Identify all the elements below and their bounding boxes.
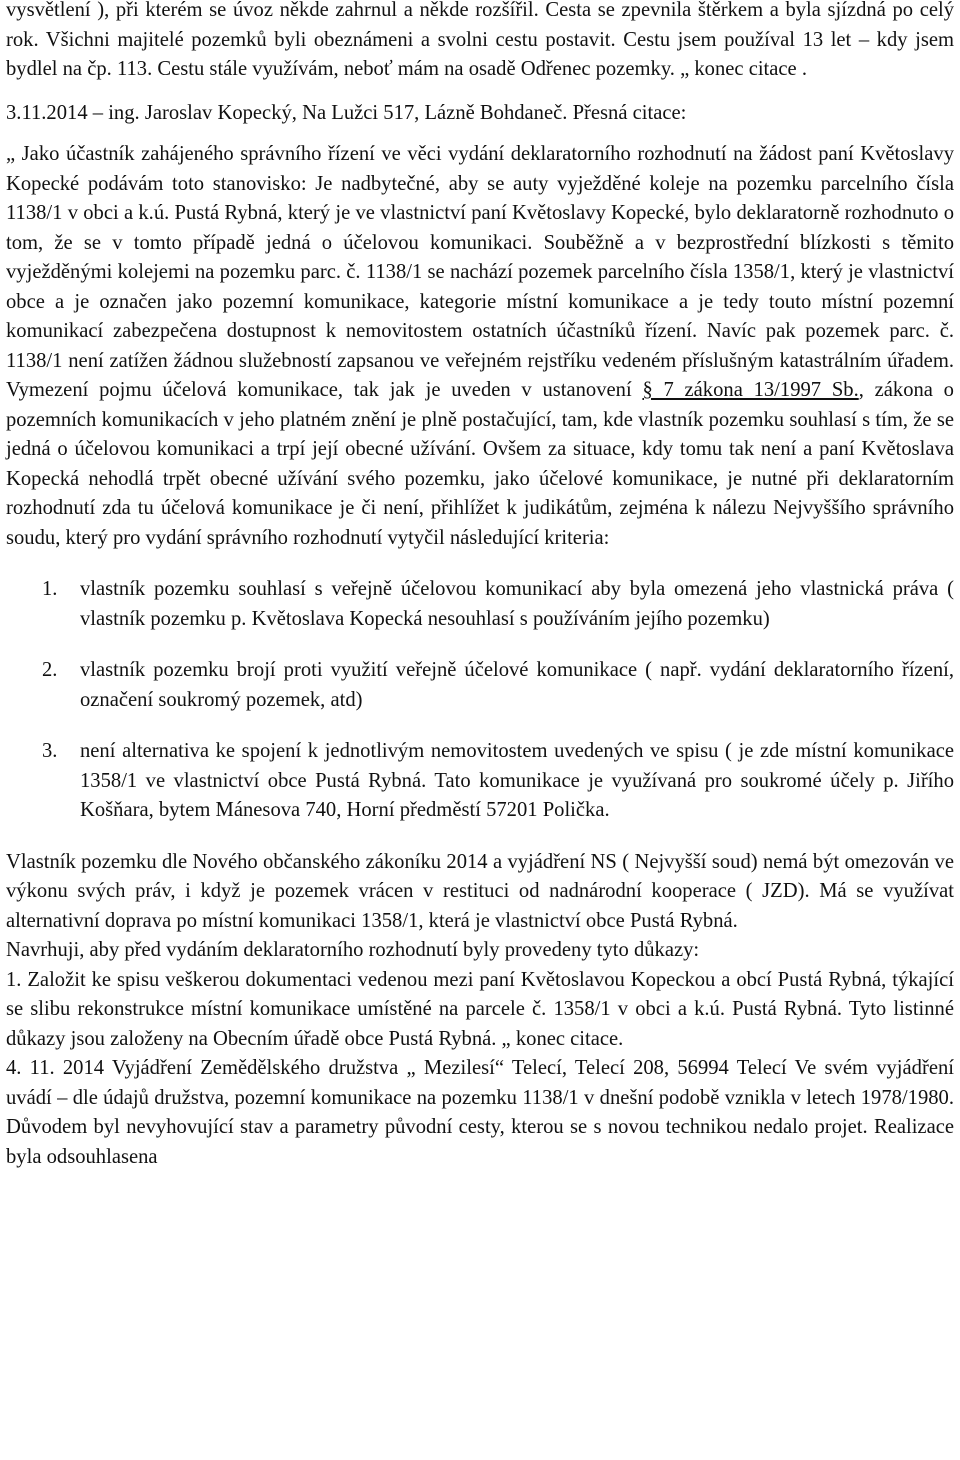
quote-text-before: „ Jako účastník zahájeného správního řízení ve věci vydání deklaratorního rozhodnutí na žádost paní Květoslavy Kopecké podávám toto stanovisko: Je nadbytečné, aby se auty vyježděné koleje na pozemku parcelního čísla 1138/1 v obci a k.ú. Pustá Rybná, který je ve vlastnictví paní Květoslavy Kopecké, bylo deklaratorně rozhodnuto o tom, že se v tomto případě jedná o účelovou komunikaci. Souběžně a v bezprostřední blízkosti s těmito vyježděnými kolejemi na pozemku parc. č. 1138/1 se nachází pozemek parcelního čísla 1358/1, který je vlastnictví obce a je označen jako pozemní komunikace, kategorie místní komunikace a je tedy touto místní pozemní komunikací zabezpečena dostupnost k nemovitostem ostatních účastníků řízení. Navíc pak pozemek parc. č. 1138/1 není zatížen žádnou služebností zapsanou ve veřejném rejstříku vedeném příslušným katastrálním úřadem. Vymezení pojmu účelová komunikace, tak jak je uveden v ustanovení [6,143,954,401]
owner-rights-text: Vlastník pozemku dle Nového občanského zákoníku 2014 a vyjádření NS ( Nejvyšší soud) nemá být omezován ve výkonu svých práv, i když je pozemek vrácen v restituci od nadnárodní kooperace ( JZD). Má se využívat alternativní doprava po místní komunikaci 1358/1, která je vlastnictví obce Pustá Rybná. [6,850,954,932]
list-item [6,656,954,715]
date-author-text: 3.11.2014 – ing. Jaroslav Kopecký, Na Lužci 517, Lázně Bohdaneč. [6,101,568,124]
paragraph-date-author [6,99,954,129]
evidence-text: 1. Založit ke spisu veškerou dokumentaci vedenou mezi paní Květoslavou Kopeckou a obcí Pustá Rybná, týkající se slibu rekonstrukce místní komunikace umístěné na parcele č. 1358/1 v obci a k.ú. Pustá Rybná. Tyto listinné důkazy jsou založeny na Obecním úřadě obce Pustá Rybná. „ konec citace. [6,968,954,1050]
list-item-number: 3. [42,740,58,762]
list-item [6,575,954,634]
paragraph-owner-rights [6,848,954,937]
paragraph-intro-text: vysvětlení ), při kterém se úvoz někde zahrnul a někde rozšířil. Cesta se zpevnila štěrkem a byla sjízdná po celý rok. Všichni majitelé pozemků byli obeznámeni a svolni cestu postavit. Cestu jsem používal 13 let – kdy jsem bydlel na čp. 113. Cestu stále využívám, neboť mám na osadě Odřenec pozemky. „ konec citace . [6,0,954,80]
paragraph-intro [6,0,954,85]
lead-text: Přesná citace: [572,101,687,124]
list-item-text: vlastník pozemku brojí proti využití veřejně účelové komunikace ( např. vydání deklaratorního řízení, označení soukromý pozemek, atd) [80,659,954,711]
list-item-number: 2. [42,659,58,681]
cooperative-statement-text: 4. 11. 2014 Vyjádření Zemědělského družstva „ Mezilesí“ Telecí, Telecí 208, 56994 Telecí Ve svém vyjádření uvádí – dle údajů družstva, pozemní komunikace na pozemku 1138/1 v dnešní podobě vznikla v letech 1978/1980. Důvodem byl nevyhovující stav a parametry původní cesty, kterou se s novou technikou nedalo projet. Realizace byla odsouhlasena [6,1057,954,1168]
paragraph-evidence [6,966,954,1055]
list-item-number: 1. [42,578,58,600]
proposal-text: Navrhuji, aby před vydáním deklaratorního rozhodnutí byly provedeny tyto důkazy: [6,939,700,961]
criteria-list [6,575,954,826]
quote-text-after: , zákona o pozemních komunikacích v jeho platném znění je plně postačující, tam, kde vlastník pozemku souhlasí s tím, že se jedná o účelovou komunikaci a trpí její obecné užívání. Ovšem za situace, kdy tomu tak není a paní Květoslava Kopecká nehodlá trpět obecné užívání svého pozemku, jako účelové komunikace, je nutné při deklaratorním rozhodnutí zda tu účelová komunikace je či není, přihlížet k judikátům, zejména k nálezu Nejvyššího správního soudu, který pro vydání správního rozhodnutí vytyčil následující kriteria: [6,379,954,549]
law-reference-link[interactable]: § 7 zákona 13/1997 Sb. [642,379,859,401]
paragraph-quote [6,140,954,553]
paragraph-proposal [6,936,954,966]
list-item-text: není alternativa ke spojení k jednotlivým nemovitostem uvedených ve spisu ( je zde místní komunikace 1358/1 ve vlastnictví obce Pustá Rybná. Tato komunikace je využívaná pro soukromé účely p. Jiřího Košňara, bytem Mánesova 740, Horní předměstí 57201 Polička. [80,740,954,821]
list-item-text: vlastník pozemku souhlasí s veřejně účelovou komunikací aby byla omezená jeho vlastnická práva ( vlastník pozemku p. Květoslava Kopecká nesouhlasí s používáním jejího pozemku) [80,578,954,630]
paragraph-cooperative-statement [6,1054,954,1172]
list-item [6,737,954,826]
